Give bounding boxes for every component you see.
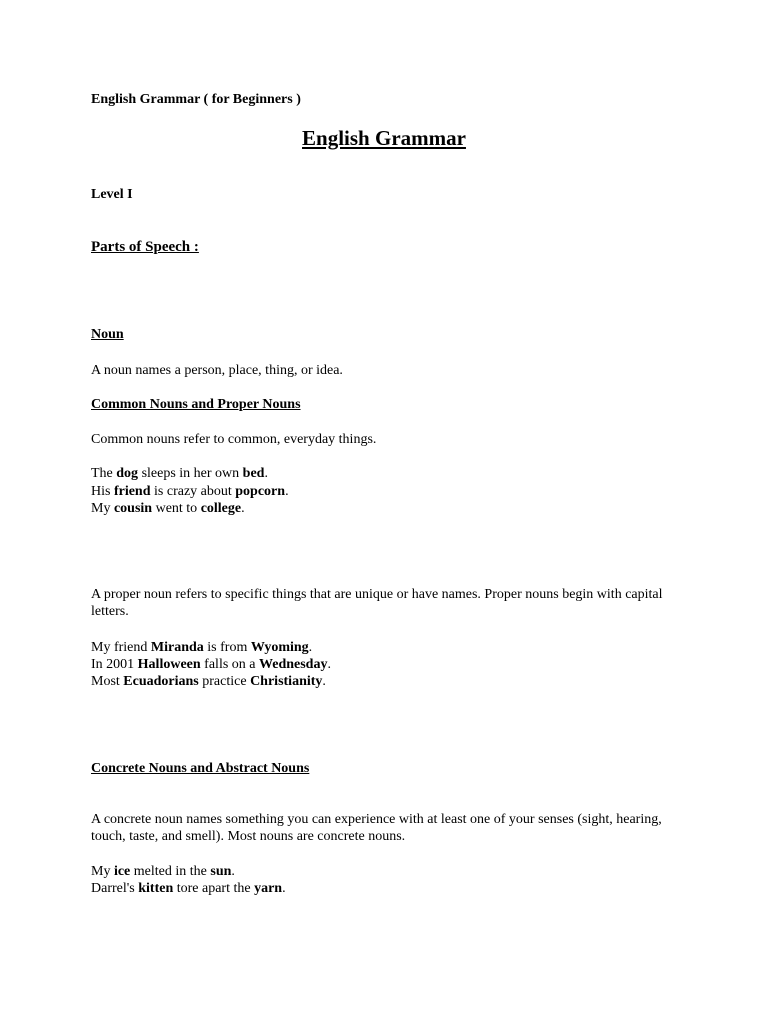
concrete-noun-definition: A concrete noun names something you can experience with at least one of your senses (sight, hearing, touch, taste, and smell). Most nouns are concrete nouns. bbox=[91, 812, 662, 844]
concrete-abstract-heading: Concrete Nouns and Abstract Nouns bbox=[91, 761, 310, 776]
noun-definition: A noun names a person, place, thing, or idea. bbox=[91, 363, 343, 378]
page-title: English Grammar bbox=[302, 126, 466, 150]
example-sentence: My friend Miranda is from Wyoming. bbox=[91, 640, 313, 655]
example-sentence: The dog sleeps in her own bed. bbox=[91, 466, 268, 481]
example-sentence: Darrel's kitten tore apart the yarn. bbox=[91, 881, 286, 896]
example-sentence: In 2001 Halloween falls on a Wednesday. bbox=[91, 657, 331, 672]
example-sentence: My ice melted in the sun. bbox=[91, 864, 235, 879]
example-sentence: His friend is crazy about popcorn. bbox=[91, 484, 289, 499]
level-label: Level I bbox=[91, 187, 133, 202]
example-sentence: Most Ecuadorians practice Christianity. bbox=[91, 674, 326, 689]
common-noun-definition: Common nouns refer to common, everyday things. bbox=[91, 432, 377, 447]
document-header: English Grammar ( for Beginners ) bbox=[91, 92, 301, 107]
common-proper-heading: Common Nouns and Proper Nouns bbox=[91, 397, 301, 412]
example-sentence: My cousin went to college. bbox=[91, 501, 245, 516]
noun-heading: Noun bbox=[91, 327, 124, 342]
parts-of-speech-heading: Parts of Speech : bbox=[91, 239, 199, 255]
proper-noun-definition: A proper noun refers to specific things that are unique or have names. Proper nouns begin with capital letters. bbox=[91, 587, 663, 619]
